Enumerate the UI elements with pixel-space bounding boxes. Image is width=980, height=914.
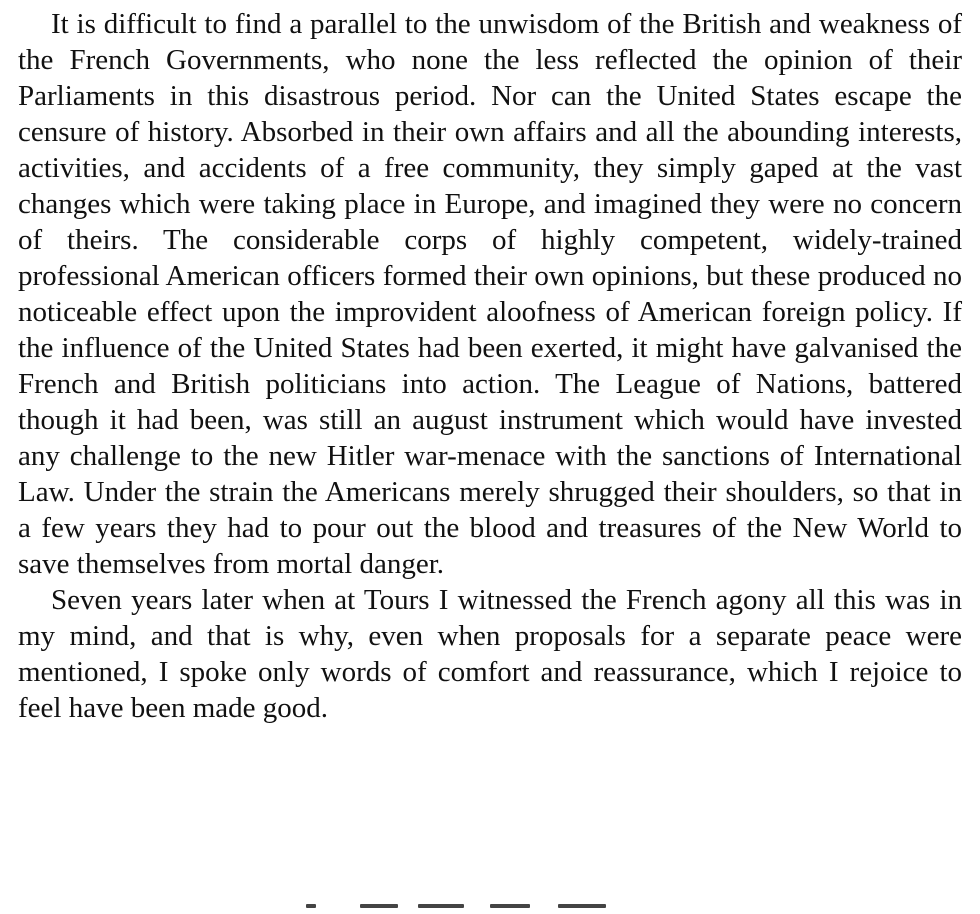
paragraph-1: It is difficult to find a parallel to the unwisdom of the British and weakness of the French Governments, who none the less reflected the opinion of their Parliaments in this disastrous period. Nor can the United States escape the censure of history. Absorbed in their own affairs and all the abounding interests, activities, and accidents of a free community, they simply gaped at the vast changes which were taking place in Europe, and imagined they were no concern of theirs. The considerable corps of highly competent, widely-trained professional American officers formed their own opinions, but these produced no noticeable effect upon the improvident aloofness of American foreign policy. If the influence of the United States had been exerted, it might have galvanised the French and British politicians into action. The League of Nations, battered though it had been, was still an august instrument which would have invested any challenge to the new Hitler war-menace with the sanctions of International Law. Under the strain the Americans merely shrugged their shoulders, so that in a few years they had to pour out the blood and treasures of the New World to save themselves from mortal danger. <box>18 8 962 580</box>
document-page <box>18 6 962 726</box>
cut-off-next-line <box>300 900 660 914</box>
paragraph-2: Seven years later when at Tours I witnessed the French agony all this was in my mind, and that is why, even when proposals for a separate peace were mentioned, I spoke only words of comfort and reassurance, which I rejoice to feel have been made good. <box>18 584 962 724</box>
